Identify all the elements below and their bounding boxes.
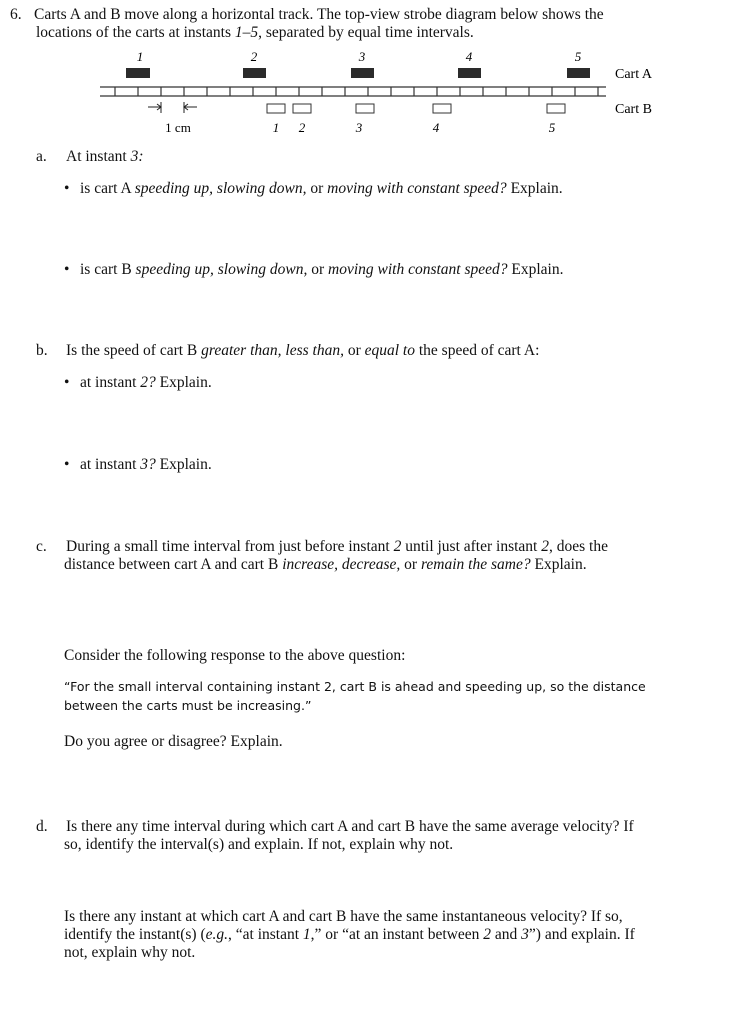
part-c-question (36, 538, 608, 574)
text: until just after instant (401, 538, 542, 555)
text: , “at instant (228, 926, 303, 943)
text: ,” or “at an instant between (310, 926, 484, 943)
intro-line-1: Carts A and B move along a horizontal track. The top-view strobe diagram below shows the (34, 6, 604, 23)
text: or (400, 556, 421, 573)
part-a-heading (36, 148, 144, 166)
text: Is there any instant at which cart A and cart B have the same instantaneous velocity? If so, (64, 908, 623, 925)
cart-a-position-3 (351, 68, 374, 78)
student-response (64, 677, 646, 715)
text: not, explain why not. (64, 944, 196, 961)
cart-a-instant-label: 4 (465, 49, 473, 64)
part-a-instant: 3: (130, 148, 144, 165)
text: 2 (541, 538, 549, 555)
text: speeding up, slowing down, (135, 261, 308, 278)
text: 3? (140, 456, 156, 473)
text: Explain. (506, 180, 563, 197)
text: is cart B (80, 261, 136, 278)
cart-b-label: Cart B (615, 102, 652, 117)
part-d-question-1 (36, 818, 634, 854)
text: 2 (483, 926, 492, 943)
text: Is there any time interval during which cart A and cart B have the same average velocity? If (66, 818, 634, 835)
part-d-letter: d. (36, 818, 48, 835)
cart-a-position-1 (126, 68, 150, 78)
cart-b-position-5 (547, 104, 565, 113)
part-d-question-2 (64, 908, 635, 962)
track (100, 87, 606, 96)
text: ”) and explain. If (528, 926, 635, 943)
text: e.g. (205, 926, 229, 943)
cart-b-instant-label: 1 (272, 120, 280, 135)
text: greater than, less than, (201, 342, 344, 359)
consider-prompt: Consider the following response to the above question: (64, 647, 406, 664)
part-b-heading (36, 342, 539, 360)
text: the speed of cart A: (415, 342, 540, 359)
strobe-diagram (0, 0, 741, 145)
cart-a-position-2 (243, 68, 266, 78)
part-c-letter: c. (36, 538, 47, 555)
part-a-bullet-1: • is cart A speeding up, slowing down, or moving with constant speed? Explain. (64, 180, 563, 197)
part-b-letter: b. (36, 342, 48, 359)
text: speeding up, slowing down, (134, 180, 307, 197)
agree-prompt: Do you agree or disagree? Explain. (64, 733, 283, 750)
text: “For the small interval containing instant 2, cart B is ahead and speeding up, so the distance (64, 679, 646, 694)
text: Explain. (507, 261, 564, 278)
text: and (491, 926, 522, 943)
text: remain the same? (420, 556, 531, 573)
text: Explain. (530, 556, 587, 573)
text: moving with constant speed? (328, 261, 508, 278)
part-b-bullet-2: • at instant 3? Explain. (64, 456, 212, 473)
cart-b-position-2 (293, 104, 311, 113)
text: at instant (80, 456, 141, 473)
text: During a small time interval from just before instant (66, 538, 394, 555)
text: distance between cart A and cart B (64, 556, 283, 573)
cart-a-instant-label: 3 (358, 49, 366, 64)
text: , does the (549, 538, 608, 555)
instant-range: 1–5 (234, 24, 259, 41)
cart-b-position-4 (433, 104, 451, 113)
text: between the carts must be increasing.” (64, 698, 312, 713)
text: Is the speed of cart B (66, 342, 202, 359)
cart-b-instant-label: 5 (548, 120, 556, 135)
cart-a-instant-label: 2 (250, 49, 258, 64)
cart-a-instant-label: 1 (136, 49, 144, 64)
text: identify the instant(s) ( (64, 926, 206, 943)
intro-line-2: locations of the carts at instants (36, 24, 235, 41)
intro-line-2-end: , separated by equal time intervals. (258, 24, 474, 41)
text: increase, decrease, (282, 556, 401, 573)
cart-a-label: Cart A (615, 67, 652, 82)
part-a-letter: a. (36, 148, 47, 165)
text: 3 (521, 926, 529, 943)
text: or (343, 342, 365, 359)
part-a-lead: At instant (66, 148, 131, 165)
text: or (307, 261, 328, 278)
text: 1 (302, 926, 311, 943)
cart-a-position-4 (458, 68, 481, 78)
scale-label: 1 cm (165, 120, 191, 135)
cart-a-instant-label: 5 (574, 49, 582, 64)
track-ticks (115, 87, 598, 96)
text: equal to (364, 342, 415, 359)
question-number: 6. (10, 6, 22, 23)
scale-marker (148, 102, 197, 113)
cart-b-position-1 (267, 104, 285, 113)
cart-b-instant-label: 3 (355, 120, 363, 135)
part-b-bullet-1: • at instant 2? Explain. (64, 374, 212, 391)
part-a-bullet-2: • is cart B speeding up, slowing down, or moving with constant speed? Explain. (64, 261, 564, 278)
cart-b-instant-label: 2 (298, 120, 306, 135)
text: at instant (80, 374, 141, 391)
text: Explain. (155, 374, 212, 391)
text: 2 (393, 538, 402, 555)
text: Explain. (155, 456, 212, 473)
text: is cart A (80, 180, 135, 197)
text: so, identify the interval(s) and explain. If not, explain why not. (64, 836, 454, 853)
cart-a-position-5 (567, 68, 590, 78)
text: moving with constant speed? (327, 180, 507, 197)
cart-b-position-3 (356, 104, 374, 113)
cart-b-instant-label: 4 (432, 120, 440, 135)
text: 2? (140, 374, 156, 391)
text: or (306, 180, 328, 197)
